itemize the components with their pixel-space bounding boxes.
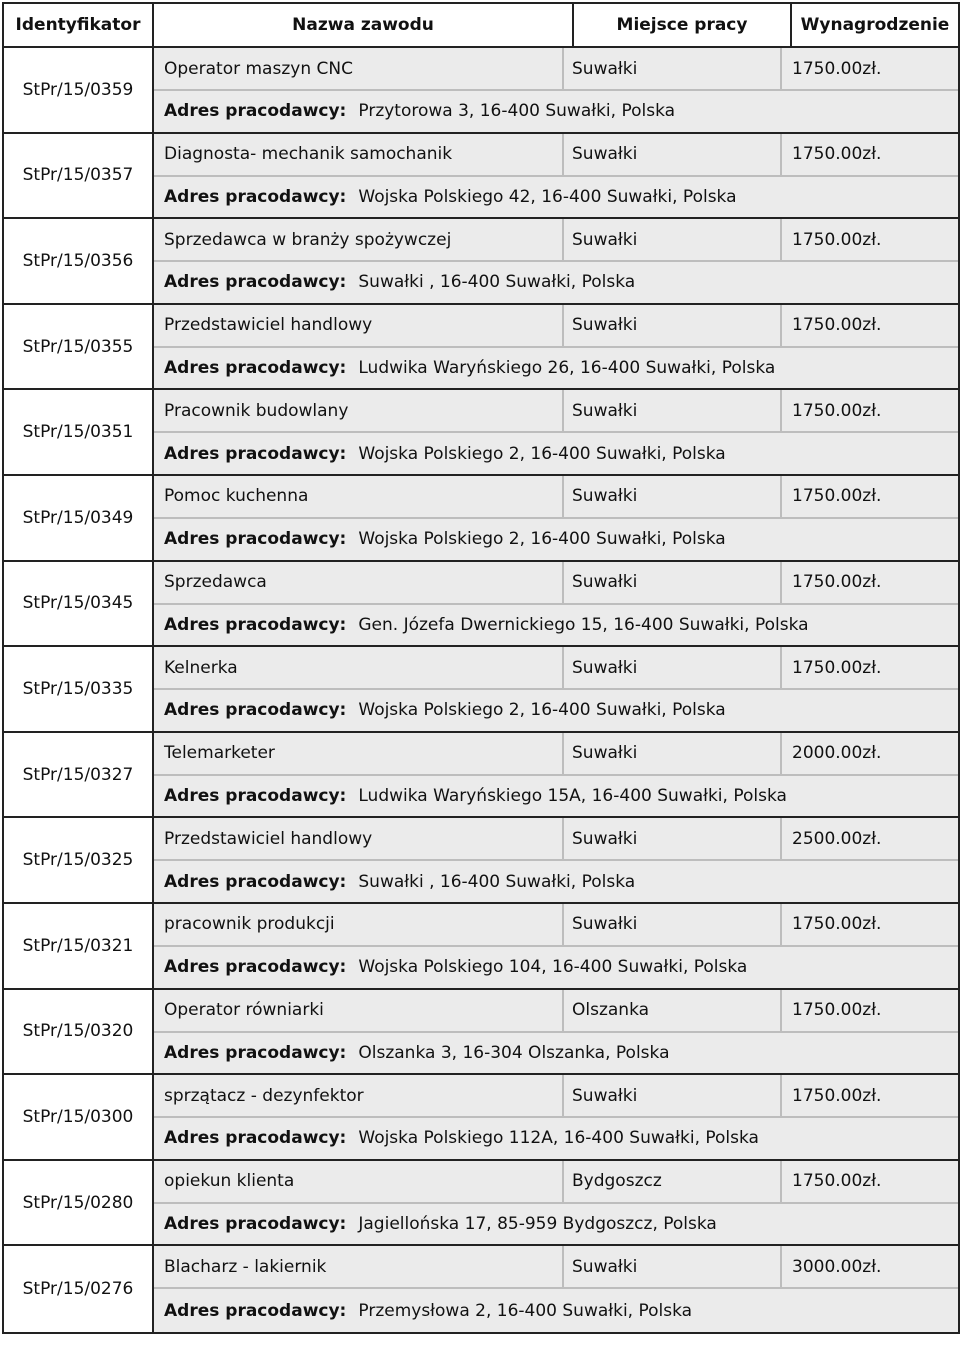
offer-details bbox=[154, 305, 958, 389]
table-row bbox=[4, 990, 958, 1076]
offer-details bbox=[154, 219, 958, 303]
table-row bbox=[4, 476, 958, 562]
employer-address-line bbox=[154, 91, 958, 132]
job-name: Sprzedawca bbox=[154, 562, 564, 603]
salary: 1750.00zł. bbox=[792, 657, 882, 678]
header-place: Miejsce pracy bbox=[574, 4, 792, 46]
address-label: Adres pracodawcy: bbox=[164, 101, 347, 122]
header-pay: Wynagrodzenie bbox=[800, 15, 950, 35]
offer-summary bbox=[154, 1161, 958, 1204]
address-label: Adres pracodawcy: bbox=[164, 1214, 347, 1235]
address-label: Adres pracodawcy: bbox=[164, 614, 347, 635]
table-row bbox=[4, 818, 958, 904]
offer-details bbox=[154, 48, 958, 132]
address-label: Adres pracodawcy: bbox=[164, 272, 347, 293]
address-label: Adres pracodawcy: bbox=[164, 957, 347, 978]
address-label: Adres pracodawcy: bbox=[164, 1128, 347, 1149]
salary: 1750.00zł. bbox=[792, 914, 882, 935]
offer-id: StPr/15/0356 bbox=[4, 219, 154, 303]
table-row bbox=[4, 562, 958, 648]
table-body bbox=[4, 48, 958, 1332]
employer-address-line bbox=[154, 1118, 958, 1159]
employer-address-line bbox=[154, 1289, 958, 1332]
table-row bbox=[4, 733, 958, 819]
employer-address: Ludwika Waryńskiego 15A, 16-400 Suwałki, Polska bbox=[358, 786, 787, 807]
offer-summary bbox=[154, 562, 958, 605]
address-label: Adres pracodawcy: bbox=[164, 443, 347, 464]
work-place: Suwałki bbox=[564, 733, 782, 774]
employer-address: Wojska Polskiego 112A, 16-400 Suwałki, Polska bbox=[358, 1128, 759, 1149]
header-job-name: Nazwa zawodu bbox=[154, 4, 574, 46]
job-name: Kelnerka bbox=[154, 647, 564, 688]
employer-address: Przemysłowa 2, 16-400 Suwałki, Polska bbox=[358, 1300, 693, 1321]
job-name: Blacharz - lakiernik bbox=[154, 1246, 564, 1287]
offer-details bbox=[154, 1161, 958, 1245]
offer-details bbox=[154, 904, 958, 988]
job-name: Pomoc kuchenna bbox=[154, 476, 564, 517]
employer-address-line bbox=[154, 433, 958, 474]
employer-address: Suwałki , 16-400 Suwałki, Polska bbox=[358, 871, 636, 892]
table-row bbox=[4, 305, 958, 391]
table-row bbox=[4, 134, 958, 220]
job-name: opiekun klienta bbox=[154, 1161, 564, 1202]
job-name: Telemarketer bbox=[154, 733, 564, 774]
address-label: Adres pracodawcy: bbox=[164, 700, 347, 721]
table-header bbox=[4, 4, 958, 48]
offer-summary bbox=[154, 305, 958, 348]
offer-summary bbox=[154, 476, 958, 519]
offer-id: StPr/15/0345 bbox=[4, 562, 154, 646]
address-label: Adres pracodawcy: bbox=[164, 1300, 347, 1321]
table-row bbox=[4, 48, 958, 134]
address-label: Adres pracodawcy: bbox=[164, 786, 347, 807]
salary: 1750.00zł. bbox=[792, 400, 882, 421]
work-place: Suwałki bbox=[564, 562, 782, 603]
offer-details bbox=[154, 818, 958, 902]
salary: 1750.00zł. bbox=[792, 315, 882, 336]
work-place: Suwałki bbox=[564, 818, 782, 859]
table-row bbox=[4, 1075, 958, 1161]
table-row bbox=[4, 1161, 958, 1247]
job-name: Operator równiarki bbox=[154, 990, 564, 1031]
table-row bbox=[4, 390, 958, 476]
employer-address-line bbox=[154, 605, 958, 646]
salary: 1750.00zł. bbox=[792, 486, 882, 507]
offer-id: StPr/15/0280 bbox=[4, 1161, 154, 1245]
offer-id: StPr/15/0355 bbox=[4, 305, 154, 389]
address-label: Adres pracodawcy: bbox=[164, 1042, 347, 1063]
offer-summary bbox=[154, 134, 958, 177]
salary: 1750.00zł. bbox=[792, 1000, 882, 1021]
offer-id: StPr/15/0325 bbox=[4, 818, 154, 902]
offer-id: StPr/15/0327 bbox=[4, 733, 154, 817]
employer-address-line bbox=[154, 690, 958, 731]
address-label: Adres pracodawcy: bbox=[164, 529, 347, 550]
work-place: Bydgoszcz bbox=[564, 1161, 782, 1202]
employer-address: Jagiellońska 17, 85-959 Bydgoszcz, Polska bbox=[358, 1214, 717, 1235]
work-place: Suwałki bbox=[564, 476, 782, 517]
offer-details bbox=[154, 647, 958, 731]
offer-details bbox=[154, 476, 958, 560]
work-place: Suwałki bbox=[564, 904, 782, 945]
employer-address: Wojska Polskiego 104, 16-400 Suwałki, Polska bbox=[358, 957, 748, 978]
work-place: Suwałki bbox=[564, 390, 782, 431]
employer-address: Gen. Józefa Dwernickiego 15, 16-400 Suwałki, Polska bbox=[358, 614, 809, 635]
job-offers-table bbox=[2, 2, 960, 1334]
offer-summary bbox=[154, 219, 958, 262]
work-place: Suwałki bbox=[564, 1246, 782, 1287]
employer-address-line bbox=[154, 776, 958, 817]
address-label: Adres pracodawcy: bbox=[164, 186, 347, 207]
employer-address-line bbox=[154, 947, 958, 988]
job-name: Przedstawiciel handlowy bbox=[154, 818, 564, 859]
offer-summary bbox=[154, 390, 958, 433]
address-label: Adres pracodawcy: bbox=[164, 871, 347, 892]
offer-summary bbox=[154, 733, 958, 776]
job-name: pracownik produkcji bbox=[154, 904, 564, 945]
table-row bbox=[4, 219, 958, 305]
offer-summary bbox=[154, 48, 958, 91]
address-label: Adres pracodawcy: bbox=[164, 358, 347, 379]
job-name: Sprzedawca w branży spożywczej bbox=[154, 219, 564, 260]
header-id: Identyfikator bbox=[4, 4, 154, 46]
employer-address: Wojska Polskiego 2, 16-400 Suwałki, Polska bbox=[358, 529, 726, 550]
offer-summary bbox=[154, 904, 958, 947]
employer-address-line bbox=[154, 519, 958, 560]
employer-address-line bbox=[154, 1033, 958, 1074]
job-name: Przedstawiciel handlowy bbox=[154, 305, 564, 346]
salary: 1750.00zł. bbox=[792, 1085, 882, 1106]
offer-id: StPr/15/0321 bbox=[4, 904, 154, 988]
offer-id: StPr/15/0320 bbox=[4, 990, 154, 1074]
offer-details bbox=[154, 990, 958, 1074]
offer-summary bbox=[154, 990, 958, 1033]
offer-summary bbox=[154, 1246, 958, 1289]
work-place: Suwałki bbox=[564, 219, 782, 260]
employer-address: Wojska Polskiego 2, 16-400 Suwałki, Polska bbox=[358, 700, 726, 721]
salary: 3000.00zł. bbox=[792, 1256, 882, 1277]
employer-address: Suwałki , 16-400 Suwałki, Polska bbox=[358, 272, 636, 293]
employer-address-line bbox=[154, 177, 958, 218]
salary: 2500.00zł. bbox=[792, 828, 882, 849]
offer-details bbox=[154, 733, 958, 817]
table-row bbox=[4, 1246, 958, 1332]
salary: 1750.00zł. bbox=[792, 58, 882, 79]
employer-address: Wojska Polskiego 42, 16-400 Suwałki, Polska bbox=[358, 186, 737, 207]
offer-id: StPr/15/0357 bbox=[4, 134, 154, 218]
offer-id: StPr/15/0359 bbox=[4, 48, 154, 132]
work-place: Suwałki bbox=[564, 647, 782, 688]
employer-address: Przytorowa 3, 16-400 Suwałki, Polska bbox=[358, 101, 676, 122]
offer-details bbox=[154, 1246, 958, 1332]
offer-details bbox=[154, 562, 958, 646]
salary: 1750.00zł. bbox=[792, 229, 882, 250]
employer-address-line bbox=[154, 348, 958, 389]
work-place: Suwałki bbox=[564, 1075, 782, 1116]
job-name: Operator maszyn CNC bbox=[154, 48, 564, 89]
offer-details bbox=[154, 390, 958, 474]
employer-address-line bbox=[154, 262, 958, 303]
work-place: Suwałki bbox=[564, 305, 782, 346]
offer-id: StPr/15/0351 bbox=[4, 390, 154, 474]
offer-id: StPr/15/0335 bbox=[4, 647, 154, 731]
offer-summary bbox=[154, 647, 958, 690]
employer-address: Wojska Polskiego 2, 16-400 Suwałki, Polska bbox=[358, 443, 726, 464]
salary: 1750.00zł. bbox=[792, 144, 882, 165]
table-row bbox=[4, 904, 958, 990]
table-row bbox=[4, 647, 958, 733]
work-place: Olszanka bbox=[564, 990, 782, 1031]
offer-id: StPr/15/0276 bbox=[4, 1246, 154, 1332]
offer-details bbox=[154, 134, 958, 218]
employer-address-line bbox=[154, 1204, 958, 1245]
job-name: Pracownik budowlany bbox=[154, 390, 564, 431]
work-place: Suwałki bbox=[564, 48, 782, 89]
employer-address-line bbox=[154, 861, 958, 902]
offer-details bbox=[154, 1075, 958, 1159]
offer-id: StPr/15/0349 bbox=[4, 476, 154, 560]
salary: 1750.00zł. bbox=[792, 1171, 882, 1192]
work-place: Suwałki bbox=[564, 134, 782, 175]
salary: 1750.00zł. bbox=[792, 572, 882, 593]
offer-summary bbox=[154, 818, 958, 861]
employer-address: Olszanka 3, 16-304 Olszanka, Polska bbox=[358, 1042, 670, 1063]
offer-summary bbox=[154, 1075, 958, 1118]
employer-address: Ludwika Waryńskiego 26, 16-400 Suwałki, Polska bbox=[358, 358, 776, 379]
job-name: sprzątacz - dezynfektor bbox=[154, 1075, 564, 1116]
offer-id: StPr/15/0300 bbox=[4, 1075, 154, 1159]
job-name: Diagnosta- mechanik samochanik bbox=[154, 134, 564, 175]
salary: 2000.00zł. bbox=[792, 743, 882, 764]
